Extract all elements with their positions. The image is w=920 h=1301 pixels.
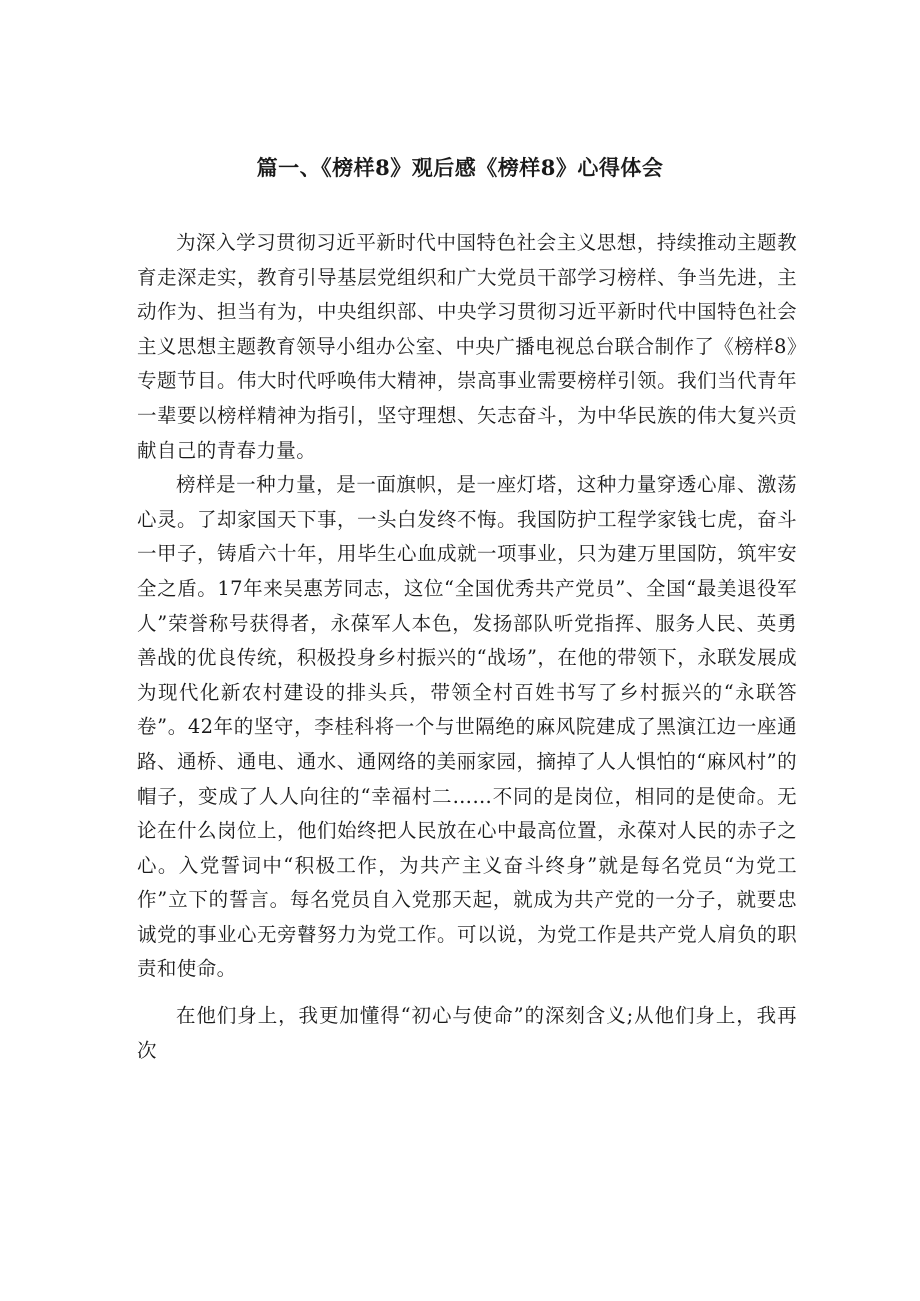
- paragraph-intro: 为深入学习贯彻习近平新时代中国特色社会主义思想，持续推动主题教育走深走实，教育引导基层党组织和广大党员干部学习榜样、争当先进，主动作为、担当有为，中央组织部、中央学习贯彻习近平新时代中国特色社会主义思想主题教育领导小组办公室、中央广播电视总台联合制作了《榜样8》专题节目。伟大时代呼唤伟大精神，崇高事业需要榜样引领。我们当代青年一辈要以榜样精神为指引，坚守理想、矢志奋斗，为中华民族的伟大复兴贡献自己的青春力量。: [137, 231, 797, 462]
- document-body: [137, 226, 797, 1068]
- paragraph-role-models: 榜样是一种力量，是一面旗帜，是一座灯塔，这种力量穿透心扉、激荡心灵。了却家国天下事，一头白发终不悔。我国防护工程学家钱七虎，奋斗一甲子，铸盾六十年，用毕生心血成就一项事业，只为建万里国防，筑牢安全之盾。17年来吴惠芳同志，这位“全国优秀共产党员”、全国“最美退役军人”荣誉称号获得者，永葆军人本色，发扬部队听党指挥、服务人民、英勇善战的优良传统，积极投身乡村振兴的“战场”，在他的带领下，永联发展成为现代化新农村建设的排头兵，带领全村百姓书写了乡村振兴的“永联答卷”。42年的坚守，李桂科将一个与世隔绝的麻风院建成了黑演江边一座通路、通桥、通电、通水、通网络的美丽家园，摘掉了人人惧怕的“麻风村”的帽子，变成了人人向往的“幸福村二……不同的是岗位，相同的是使命。无论在什么岗位上，他们始终把人民放在心中最高位置，永葆对人民的赤子之心。入党誓词中“积极工作，为共产主义奋斗终身”就是每名党员“为党工作”立下的誓言。每名党员自入党那天起，就成为共产党的一分子，就要忠诚党的事业心无旁瞽努力为党工作。可以说，为党工作是共产党人肩负的职责和使命。: [137, 473, 797, 981]
- document-title: 篇一、《榜样8》观后感《榜样8》心得体会: [256, 155, 664, 180]
- paragraph-reflection: 在他们身上，我更加懂得“初心与使命”的深刻含义;从他们身上，我再次: [137, 1004, 797, 1062]
